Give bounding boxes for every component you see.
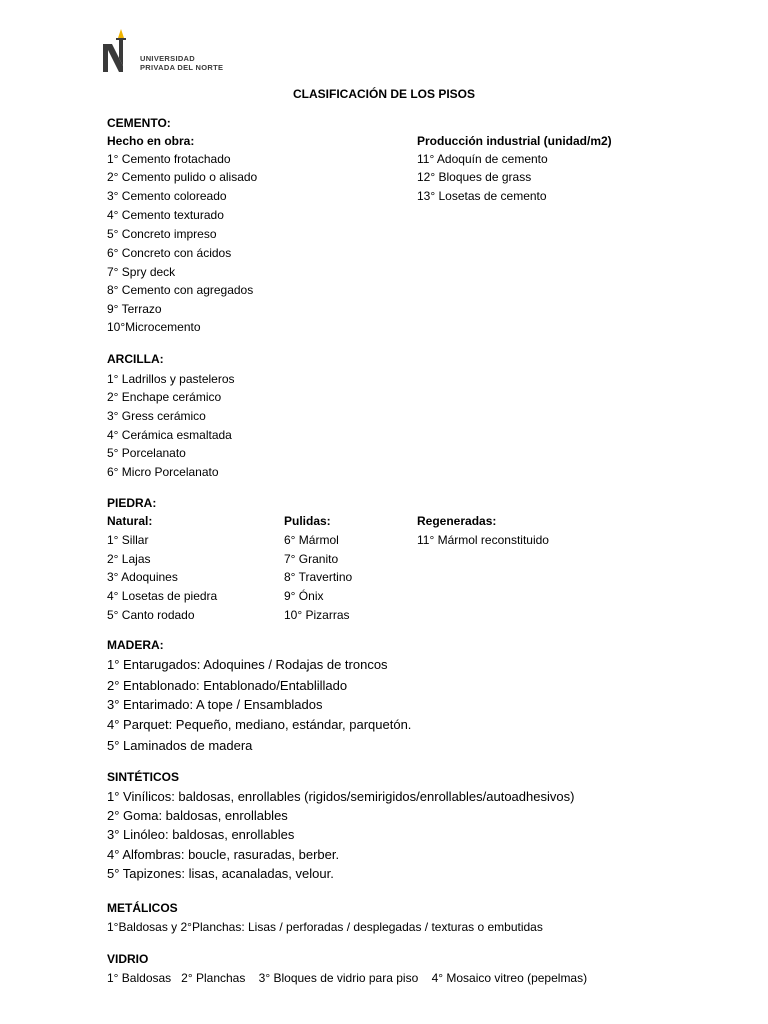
list-item: 2° Goma: baldosas, enrollables — [107, 808, 288, 823]
list-item: 10°Microcemento — [107, 320, 201, 334]
subheading-natural: Natural: — [107, 514, 153, 528]
section-heading-madera: MADERA: — [107, 638, 164, 652]
list-item: 6° Concreto con ácidos — [107, 246, 232, 260]
list-item: 3° Adoquines — [107, 570, 178, 584]
university-logo — [101, 28, 241, 78]
subheading-hecho-en-obra: Hecho en obra: — [107, 134, 195, 148]
subheading-pulidas: Pulidas: — [284, 514, 331, 528]
list-item: 5° Laminados de madera — [107, 738, 253, 753]
list-item: 7° Spry deck — [107, 265, 176, 279]
list-item: 6° Micro Porcelanato — [107, 465, 219, 479]
list-item: 5° Porcelanato — [107, 446, 186, 460]
list-item: 13° Losetas de cemento — [417, 189, 547, 203]
list-item: 1°Baldosas y 2°Planchas: Lisas / perforadas / desplegadas / texturas o embutidas — [107, 920, 543, 934]
section-heading-vidrio: VIDRIO — [107, 952, 149, 966]
list-item: 9° Ónix — [284, 589, 324, 603]
list-item: 11° Adoquín de cemento — [417, 152, 548, 166]
list-item: 3° Gress cerámico — [107, 409, 206, 423]
list-item: 4° Parquet: Pequeño, mediano, estándar, parquetón. — [107, 717, 412, 732]
list-item: 4° Cerámica esmaltada — [107, 428, 232, 442]
list-item: 5° Canto rodado — [107, 608, 195, 622]
section-heading-sinteticos: SINTÉTICOS — [107, 770, 180, 784]
list-item: 7° Granito — [284, 552, 339, 566]
subheading-regeneradas: Regeneradas: — [417, 514, 497, 528]
list-item: 11° Mármol reconstituido — [417, 533, 549, 547]
list-item: 9° Terrazo — [107, 302, 162, 316]
list-item: 1° Sillar — [107, 533, 149, 547]
list-item: 2° Entablonado: Entablonado/Entablillado — [107, 678, 348, 693]
list-item: 4° Alfombras: boucle, rasuradas, berber. — [107, 847, 340, 862]
list-item: 2° Cemento pulido o alisado — [107, 170, 258, 184]
upn-logo-icon — [101, 28, 133, 76]
list-item: 10° Pizarras — [284, 608, 350, 622]
list-item: 1° Entarugados: Adoquines / Rodajas de troncos — [107, 657, 388, 672]
list-item: 8° Cemento con agregados — [107, 283, 254, 297]
list-item: 4° Losetas de piedra — [107, 589, 218, 603]
logo-text — [140, 54, 223, 72]
list-item: 2° Lajas — [107, 552, 151, 566]
list-item: 8° Travertino — [284, 570, 353, 584]
list-item: 4° Cemento texturado — [107, 208, 224, 222]
section-heading-cemento: CEMENTO: — [107, 116, 171, 130]
list-item: 3° Cemento coloreado — [107, 189, 227, 203]
list-item: 5° Concreto impreso — [107, 227, 217, 241]
section-heading-arcilla: ARCILLA: — [107, 352, 164, 366]
section-heading-piedra: PIEDRA: — [107, 496, 157, 510]
subheading-produccion-industrial: Producción industrial (unidad/m2) — [417, 134, 612, 148]
list-item: 3° Entarimado: A tope / Ensamblados — [107, 697, 323, 712]
list-item: 12° Bloques de grass — [417, 170, 532, 184]
logo-line-2: PRIVADA DEL NORTE — [140, 63, 224, 72]
list-item: 5° Tapizones: lisas, acanaladas, velour. — [107, 866, 334, 881]
list-item: 1° Baldosas 2° Planchas 3° Bloques de vidrio para piso 4° Mosaico vitreo (pepelmas) — [107, 971, 588, 985]
list-item: 1° Ladrillos y pasteleros — [107, 372, 235, 386]
list-item: 1° Vinílicos: baldosas, enrollables (rigidos/semirigidos/enrollables/autoadhesivos) — [107, 789, 575, 804]
list-item: 6° Mármol — [284, 533, 339, 547]
list-item: 3° Linóleo: baldosas, enrollables — [107, 827, 295, 842]
section-heading-metalicos: METÁLICOS — [107, 901, 178, 915]
list-item: 2° Enchape cerámico — [107, 390, 222, 404]
list-item: 1° Cemento frotachado — [107, 152, 231, 166]
logo-line-1: UNIVERSIDAD — [140, 54, 195, 63]
page-title: CLASIFICACIÓN DE LOS PISOS — [292, 87, 475, 101]
